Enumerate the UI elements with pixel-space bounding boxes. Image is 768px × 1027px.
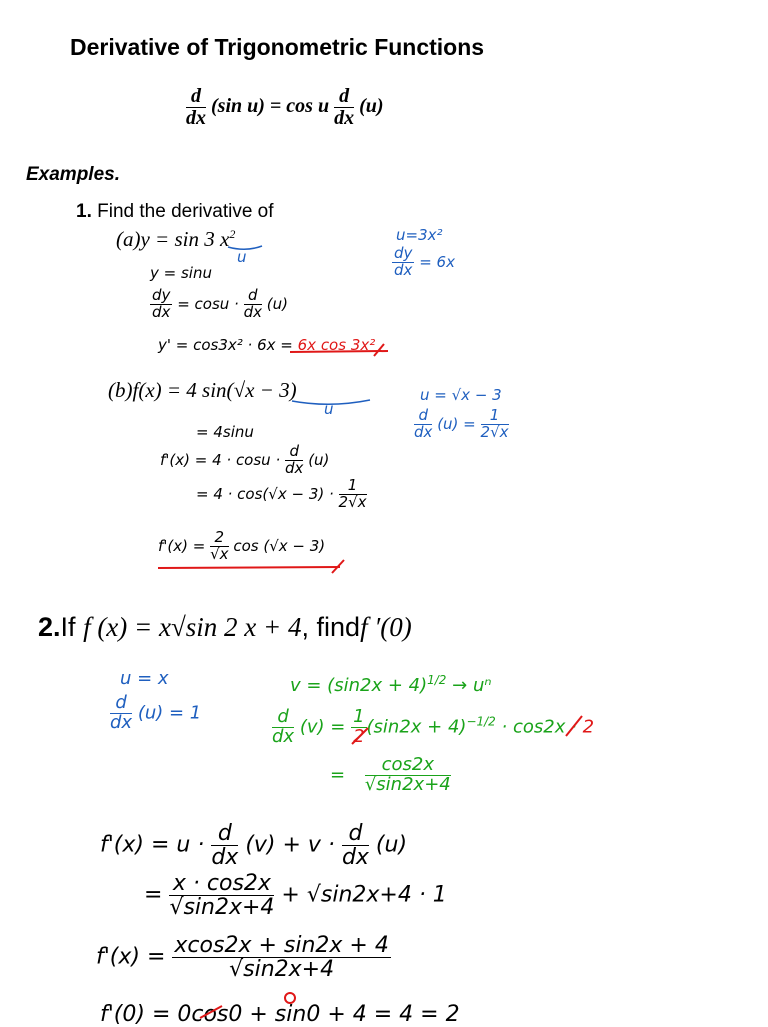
b-side-u: u = √x − 3 xyxy=(420,386,502,404)
a-side-dy: dy xyxy=(394,244,413,262)
ex2-dv-half-den: 2 xyxy=(353,725,365,747)
ex2-v-def-text: v = (sin2x + 4) xyxy=(290,675,428,696)
b-answer-rest: cos (√x − 3) xyxy=(233,536,326,555)
ex2-s3-lhs: f'(x) = xyxy=(96,944,166,970)
ex2-prod-dx1: dx xyxy=(211,845,239,871)
b-step-2-d: d xyxy=(285,444,303,461)
s4-mark-zero xyxy=(285,993,295,1003)
b-step-2-u: (u) xyxy=(308,450,330,469)
a-step-2-dx: dx xyxy=(152,302,171,321)
ex2-v-exp: 1/2 xyxy=(427,673,447,687)
a-side-u: u=3x² xyxy=(396,226,443,244)
b-step-2-dx: dx xyxy=(285,458,304,477)
a-step-2-d: d xyxy=(244,288,262,305)
a-side-val: = 6x xyxy=(419,252,455,271)
b-u-underline xyxy=(292,400,370,404)
a-step-3-text: y' = cos3x² · 6x = xyxy=(158,336,293,354)
ex2-dv-tail: · cos2x · xyxy=(501,716,577,738)
b-side-den: 2√x xyxy=(480,422,509,441)
example-2-target: f ′(0) xyxy=(360,612,412,642)
example-2-number: 2. xyxy=(38,612,61,642)
b-step-2-text: f'(x) = 4 · cosu · xyxy=(160,450,281,469)
b-answer-num: 2 xyxy=(210,530,228,547)
ex2-dv-two: 2 xyxy=(582,716,595,738)
ex2-dv-res-den: √sin2x+4 xyxy=(364,773,451,795)
ex2-s3-den: √sin2x+4 xyxy=(229,957,335,983)
ex2-prod-d2: d xyxy=(342,822,369,846)
formula-d2: d xyxy=(334,86,354,108)
ex2-step-4: f'(0) = 0cos0 + sin0 + 4 = 4 = 2 xyxy=(100,1002,460,1027)
a-u-underline xyxy=(228,246,262,249)
b-answer-underline xyxy=(158,567,340,568)
b-answer-den: √x xyxy=(210,544,229,563)
ex2-dv-exp: −1/2 xyxy=(466,714,496,729)
problem-b-sqrt: √x − 3) xyxy=(233,378,297,402)
ex2-dv-eq: = xyxy=(330,764,346,786)
problem-a-u-mark: u xyxy=(237,248,247,266)
formula-u: (u) xyxy=(359,95,384,118)
dv-cancel-1 xyxy=(352,728,368,744)
ex2-prod-u: (u) xyxy=(375,832,408,858)
b-step-3-num: 1 xyxy=(339,478,367,495)
example-2-find: , find xyxy=(301,612,361,642)
ex2-prod-d1: d xyxy=(211,822,238,846)
problem-a-label: (a)y = sin 3 x xyxy=(116,227,230,251)
ex2-dv-dx: dx xyxy=(272,725,295,747)
b-step-1: = 4sinu xyxy=(196,423,254,441)
ex2-dv-mid: (v) = xyxy=(299,716,346,738)
a-side-dx: dx xyxy=(394,260,413,279)
b-side-dx: dx xyxy=(414,422,433,441)
formula-dx2: dx xyxy=(334,107,355,129)
a-step-2-dxs: dx xyxy=(243,302,262,321)
example-1-number: 1. xyxy=(76,201,92,222)
b-step-3-text: = 4 · cos(√x − 3) · xyxy=(196,484,334,503)
formula-sin-cos: (sin u) = cos u xyxy=(211,95,330,118)
ex2-s2-eq: = xyxy=(144,882,163,908)
b-side-mid: (u) = xyxy=(437,414,476,433)
s4-cancel-1 xyxy=(200,1006,222,1018)
ex2-du-dx: dx xyxy=(110,711,133,733)
ex2-dv-body: (sin2x + 4) xyxy=(366,716,467,738)
a-answer: 6x cos 3x² xyxy=(297,336,376,354)
b-side-d: d xyxy=(414,408,432,425)
a-step-2-rest: = cosu · xyxy=(177,294,239,313)
ex2-prod-dx2: dx xyxy=(341,845,369,871)
b-step-3-den: 2√x xyxy=(338,492,367,511)
example-2-function: f (x) = x√sin 2 x + 4 xyxy=(83,612,302,642)
ex2-dv-half-num: 1 xyxy=(353,706,365,727)
formula-dx: dx xyxy=(186,107,206,129)
ex2-prod-mid: (v) + v · xyxy=(245,832,335,858)
ex2-s2-num: x · cos2x xyxy=(169,872,274,896)
a-step-2-u: (u) xyxy=(266,294,288,313)
ex2-s2-rest: + √sin2x+4 · 1 xyxy=(281,882,447,908)
ex2-u-def: u = x xyxy=(120,668,169,689)
a-step-2-dy: dy xyxy=(152,286,171,304)
dv-cancel-2 xyxy=(566,716,582,736)
ex2-dv-d: d xyxy=(272,708,294,728)
ex2-s3-num: xcos2x + sin2x + 4 xyxy=(174,933,389,958)
ex2-prod-lhs: f'(x) = u · xyxy=(100,832,205,858)
ex2-du-rest: (u) = 1 xyxy=(137,702,202,724)
ex2-du-d: d xyxy=(110,694,132,714)
formula-d: d xyxy=(186,86,206,108)
ex2-dv-res-num: cos2x xyxy=(365,756,451,776)
problem-b-label: (b)f(x) = 4 sin( xyxy=(108,378,234,402)
b-answer-lhs: f'(x) = xyxy=(158,536,206,555)
problem-a-exp: 2 xyxy=(229,227,236,241)
a-answer-underline xyxy=(290,351,388,352)
a-answer-check xyxy=(374,344,384,356)
example-1-text: Find the derivative of xyxy=(97,201,274,222)
a-step-1: y = sinu xyxy=(150,264,212,282)
ex2-v-arrow: → uⁿ xyxy=(452,675,492,696)
problem-b-u-mark: u xyxy=(324,400,334,418)
b-side-num: 1 xyxy=(481,408,509,425)
ex2-s2-den: √sin2x+4 xyxy=(169,895,275,921)
page-title: Derivative of Trigonometric Functions xyxy=(70,34,485,60)
example-2-if: If xyxy=(60,612,76,642)
examples-heading: Examples. xyxy=(26,164,120,185)
